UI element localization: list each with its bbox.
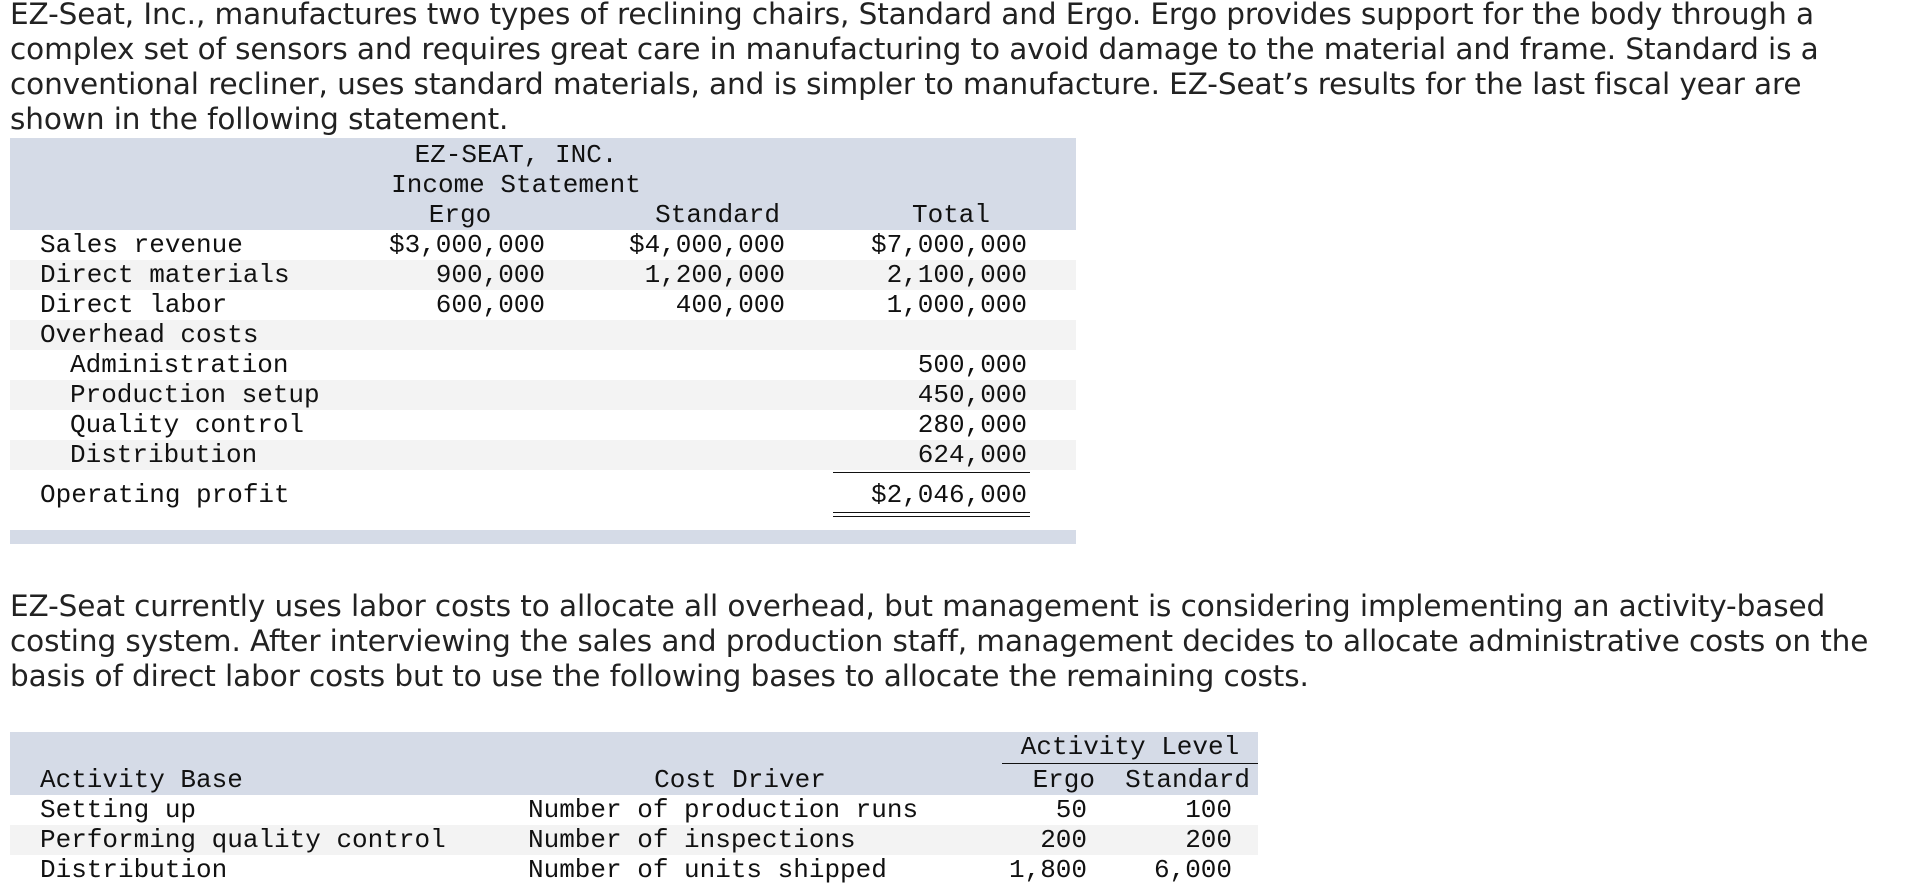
direct-materials-standard: 1,200,000 [644, 260, 785, 290]
quality-control-standard: 200 [1185, 825, 1232, 855]
direct-materials-total: 2,100,000 [886, 260, 1027, 290]
driver-production-runs: Number of production runs [528, 795, 919, 825]
quality-control-ergo: 200 [1040, 825, 1087, 855]
activity-base-table [10, 732, 1258, 892]
row-label-direct-labor: Direct labor [40, 290, 228, 320]
statement-title: Income Statement [391, 170, 641, 200]
activity-setting-up: Setting up [40, 795, 197, 825]
header-ergo: Ergo [1032, 765, 1095, 795]
activity-quality-control: Performing quality control [40, 825, 446, 855]
total-double-rule [833, 512, 1030, 517]
row-label-overhead-costs: Overhead costs [40, 320, 259, 350]
column-header-standard: Standard [655, 200, 780, 230]
sales-revenue-standard: $4,000,000 [628, 230, 785, 260]
row-label-operating-profit: Operating profit [40, 480, 290, 510]
header-activity-base: Activity Base [40, 765, 243, 795]
row-label-distribution: Distribution [70, 440, 258, 470]
direct-materials-ergo: 900,000 [435, 260, 545, 290]
row-label-sales-revenue: Sales revenue [40, 230, 243, 260]
activity-level-header: Activity Level [1020, 732, 1240, 762]
setting-up-ergo: 50 [1055, 795, 1087, 825]
subtotal-rule [833, 472, 1030, 473]
income-footer-band [10, 530, 1076, 544]
column-header-total: Total [911, 200, 990, 230]
income-statement-table [10, 138, 1076, 544]
second-paragraph: EZ-Seat currently uses labor costs to allocate all overhead, but management is considering implementing an activity-based costing system. After interviewing the sales and production staff, management decides to allocate administrative costs on the basis of direct labor costs but to use the following bases to allocate the remaining costs. [10, 589, 1869, 693]
row-label-administration: Administration [70, 350, 289, 380]
administration-total: 500,000 [917, 350, 1027, 380]
row-label-production-setup: Production setup [70, 380, 320, 410]
driver-units-shipped: Number of units shipped [528, 855, 887, 885]
column-header-ergo: Ergo [428, 200, 492, 230]
row-label-quality-control: Quality control [70, 410, 305, 440]
company-name: EZ-SEAT, INC. [414, 140, 618, 170]
sales-revenue-total: $7,000,000 [870, 230, 1027, 260]
activity-level-rule [1002, 763, 1258, 764]
quality-control-total: 280,000 [917, 410, 1027, 440]
direct-labor-standard: 400,000 [675, 290, 785, 320]
distribution-standard: 6,000 [1153, 855, 1232, 885]
production-setup-total: 450,000 [917, 380, 1027, 410]
setting-up-standard: 100 [1185, 795, 1232, 825]
activity-distribution: Distribution [40, 855, 228, 885]
distribution-total: 624,000 [917, 440, 1027, 470]
intro-paragraph: EZ-Seat, Inc., manufactures two types of reclining chairs, Standard and Ergo. Ergo provides support for the body through a complex set of sensors and requires great care in manufacturing to avoid damage to the material and frame. Standard is a conventional recliner, uses standard materials, and is simpler to manufacture. EZ-Seat’s results for the last fiscal year are shown in the following statement. [10, 0, 1819, 136]
direct-labor-ergo: 600,000 [435, 290, 545, 320]
header-cost-driver: Cost Driver [654, 765, 826, 795]
header-standard: Standard [1125, 765, 1250, 795]
distribution-ergo: 1,800 [1008, 855, 1087, 885]
row-label-direct-materials: Direct materials [40, 260, 290, 290]
direct-labor-total: 1,000,000 [886, 290, 1027, 320]
sales-revenue-ergo: $3,000,000 [388, 230, 545, 260]
driver-inspections: Number of inspections [528, 825, 856, 855]
operating-profit-total: $2,046,000 [870, 480, 1027, 510]
